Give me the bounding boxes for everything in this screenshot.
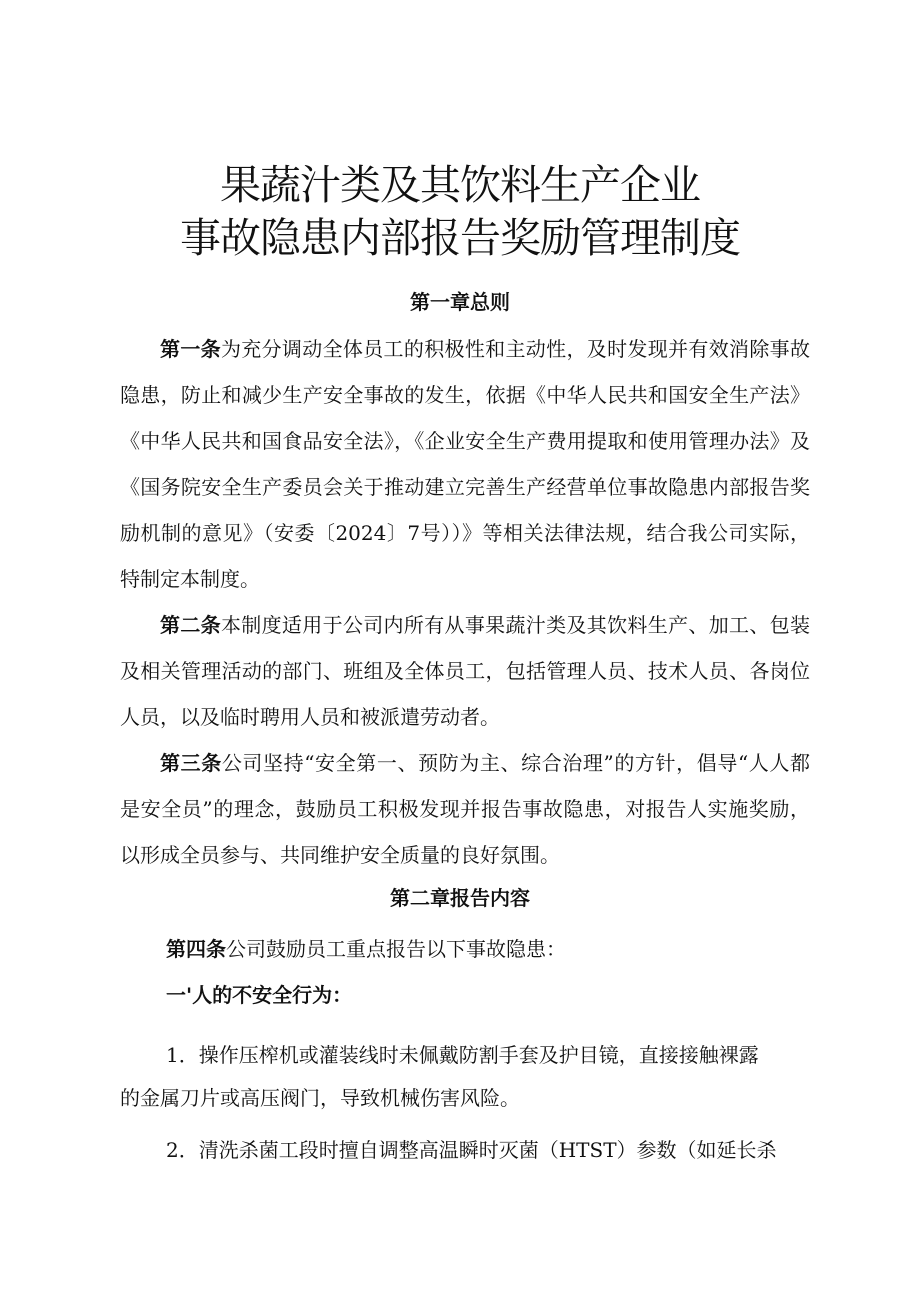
article-3 bbox=[120, 740, 810, 878]
document-title-line-2: 事故隐患内部报告奖励管理制度 bbox=[180, 214, 740, 262]
item-1-line-1: 1．操作压榨机或灌装线时未佩戴防割手套及护目镜，直接接触裸露 bbox=[166, 1043, 759, 1067]
article-3-text: 公司坚持“安全第一、预防为主、综合治理”的方针，倡导“人人都是安全员”的理念，鼓励员工积极发现并报告事故隐患，对报告人实施奖励，以形成全员参与、共同维护安全质量的良好氛围。 bbox=[120, 751, 810, 867]
article-1-text: 为充分调动全体员工的积极性和主动性，及时发现并有效消除事故隐患，防止和减少生产安全事故的发生，依据《中华人民共和国安全生产法》《中华人民共和国食品安全法》，《企业安全生产费用提取和使用管理办法》及《国务院安全生产委员会关于推动建立完善生产经营单位事故隐患内部报告奖励机制的意见》（安委〔2024〕7号））》等相关法律法规，结合我公司实际，特制定本制度。 bbox=[120, 337, 811, 591]
section-1-heading: 一'人的不安全行为： bbox=[166, 983, 353, 1007]
item-1-line-2: 的金属刀片或高压阀门，导致机械伤害风险。 bbox=[120, 1086, 520, 1110]
article-2-label: 第二条 bbox=[160, 613, 221, 637]
article-4 bbox=[166, 934, 856, 964]
article-3-label: 第三条 bbox=[160, 751, 222, 775]
article-4-label: 第四条 bbox=[166, 937, 226, 961]
item-2-line-1: 2．清洗杀菌工段时擅自调整高温瞬时灭菌（HTST）参数（如延长杀 bbox=[166, 1138, 777, 1162]
article-1-label: 第一条 bbox=[160, 337, 221, 361]
chapter-2-heading: 第二章报告内容 bbox=[390, 886, 530, 910]
article-2 bbox=[120, 602, 810, 740]
article-2-text: 本制度适用于公司内所有从事果蔬汁类及其饮料生产、加工、包装及相关管理活动的部门、班组及全体员工，包括管理人员、技术人员、各岗位人员，以及临时聘用人员和被派遣劳动者。 bbox=[120, 613, 811, 729]
article-1 bbox=[120, 326, 810, 602]
article-4-text: 公司鼓励员工重点报告以下事故隐患： bbox=[226, 937, 566, 961]
chapter-1-heading: 第一章总则 bbox=[410, 290, 510, 314]
document-title-line-1: 果蔬汁类及其饮料生产企业 bbox=[220, 161, 700, 209]
